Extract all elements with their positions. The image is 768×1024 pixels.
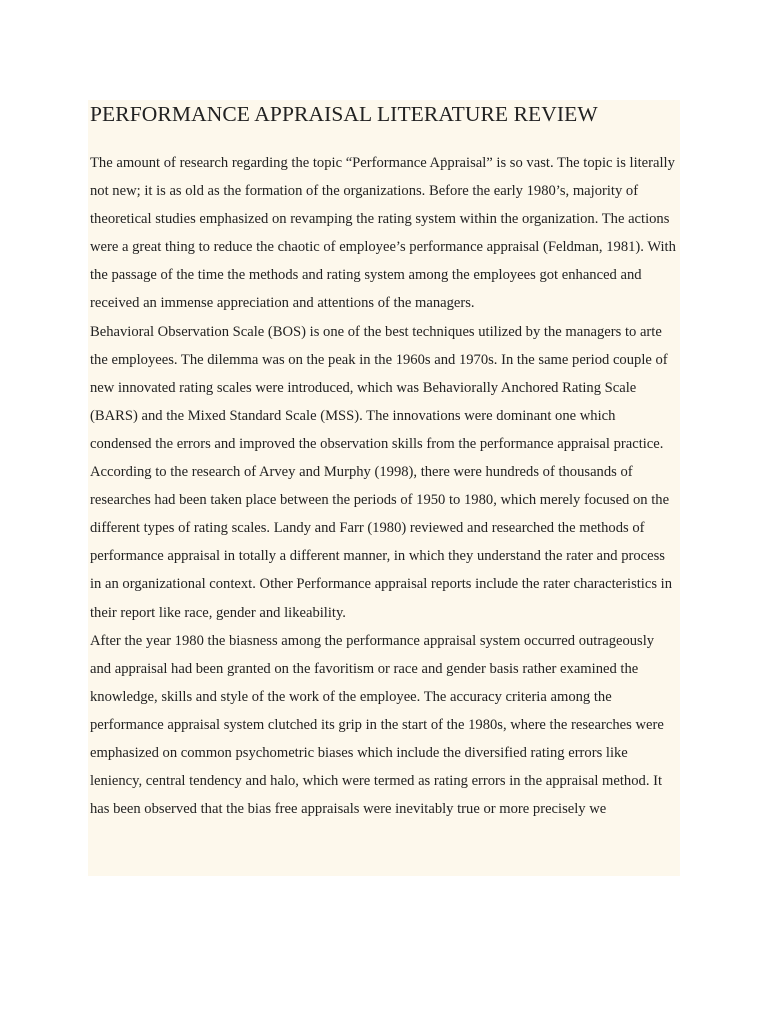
document-title: PERFORMANCE APPRAISAL LITERATURE REVIEW bbox=[90, 102, 598, 126]
paragraph-1: The amount of research regarding the topic “Performance Appraisal” is so vast. The topic is literally not new; it is as old as the formation of the organizations. Before the early 1980’s, majority of theoretical studies emphasized on revamping the rating system within the organization. The actions were a great thing to reduce the chaotic of employee’s performance appraisal (Feldman, 1981). With the passage of the time the methods and rating system among the employees got enhanced and received an immense appreciation and attentions of the managers. bbox=[90, 155, 676, 312]
document-body bbox=[90, 149, 678, 823]
document-page bbox=[88, 100, 680, 876]
paragraph-3: After the year 1980 the biasness among the performance appraisal system occurred outrageously and appraisal had been granted on the favoritism or race and gender basis rather examined the knowledge, skills and style of the work of the employee. The accuracy criteria among the performance appraisal system clutched its grip in the start of the 1980s, where the researches were emphasized on common psychometric biases which include the diversified rating errors like leniency, central tendency and halo, which were termed as rating errors in the appraisal method. It has been observed that the bias free appraisals were inevitably true or more precisely we bbox=[90, 632, 664, 818]
paragraph-2: Behavioral Observation Scale (BOS) is one of the best techniques utilized by the managers to arte the employees. The dilemma was on the peak in the 1960s and 1970s. In the same period couple of new innovated rating scales were introduced, which was Behaviorally Anchored Rating Scale (BARS) and the Mixed Standard Scale (MSS). The innovations were dominant one which condensed the errors and improved the observation skills from the performance appraisal practice. According to the research of Arvey and Murphy (1998), there were hundreds of thousands of researches had been taken place between the periods of 1950 to 1980, which merely focused on the different types of rating scales. Landy and Farr (1980) reviewed and researched the methods of performance appraisal in totally a different manner, in which they understand the rater and process in an organizational context. Other Performance appraisal reports include the rater characteristics in their report like race, gender and likeability. bbox=[90, 323, 673, 621]
